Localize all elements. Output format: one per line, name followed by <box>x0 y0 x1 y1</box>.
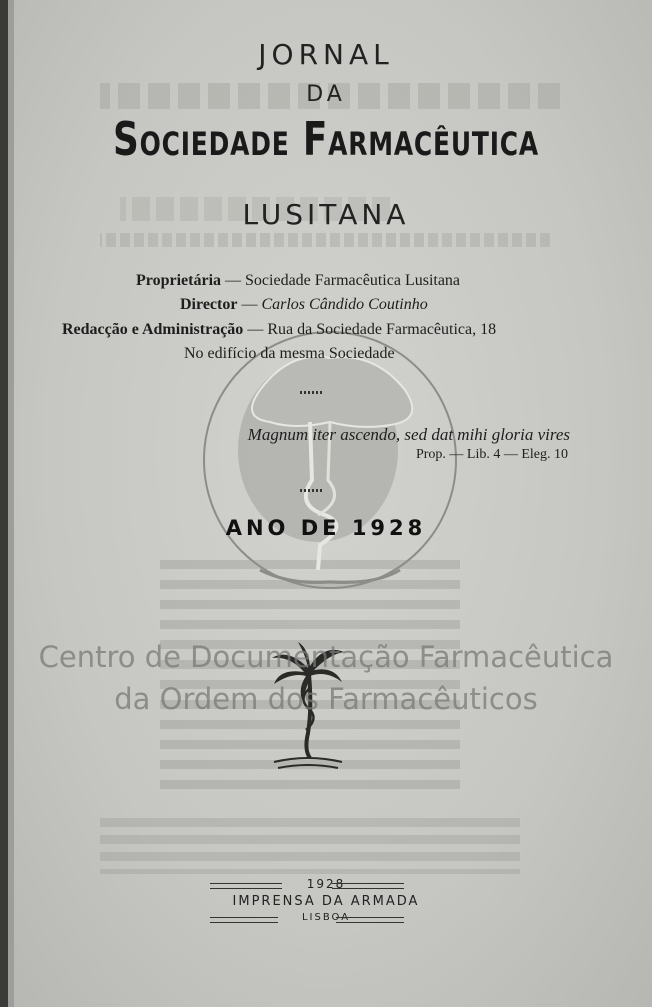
redaccao-label: Redacção e Administração <box>62 321 244 338</box>
latin-motto: Magnum iter ascendo, sed dat mihi gloria vires <box>247 425 570 444</box>
footer-printer: IMPRENSA DA ARMADA <box>232 894 420 909</box>
watermark-line-1: Centro de Documentação Farmacêutica <box>38 640 614 674</box>
title-sociedade-farmaceutica: Sociedade Farmacêutica <box>113 112 539 166</box>
year-label: ANO DE 1928 <box>225 516 427 540</box>
title-da: DA <box>306 82 346 107</box>
footer-rule-right-2 <box>336 917 404 923</box>
footer-rule-right <box>332 883 404 889</box>
title-lusitana: LUSITANA <box>242 198 410 231</box>
bleed-through-block <box>90 75 560 305</box>
footer-year: 1928 <box>306 877 346 891</box>
redaccao-value: Rua da Sociedade Farmacêutica, 18 <box>267 321 497 338</box>
book-spine-edge <box>8 0 14 1007</box>
info-edificio: No edifício da mesma Sociedade <box>184 345 395 362</box>
proprietaria-label: Proprietária <box>136 272 222 289</box>
society-seal-emblem <box>200 330 460 600</box>
ornament-dots <box>300 391 322 394</box>
dash: — <box>241 296 258 313</box>
bleed-through-notes <box>100 818 520 874</box>
director-label: Director <box>180 296 238 313</box>
director-value: Carlos Cândido Coutinho <box>261 296 428 313</box>
dash: — <box>225 272 242 289</box>
dash: — <box>247 321 264 338</box>
title-jornal: JORNAL <box>258 38 394 71</box>
motto-source: Prop. — Lib. 4 — Eleg. 10 <box>415 447 568 462</box>
footer-city: LISBOA <box>301 912 351 923</box>
info-redaccao <box>62 321 496 339</box>
info-director <box>180 296 428 314</box>
ornament-dots <box>300 489 322 492</box>
info-proprietaria <box>136 272 460 290</box>
proprietaria-value: Sociedade Farmacêutica Lusitana <box>245 272 461 289</box>
book-spine <box>0 0 8 1007</box>
watermark-line-2: da Ordem dos Farmacêuticos <box>114 682 538 716</box>
